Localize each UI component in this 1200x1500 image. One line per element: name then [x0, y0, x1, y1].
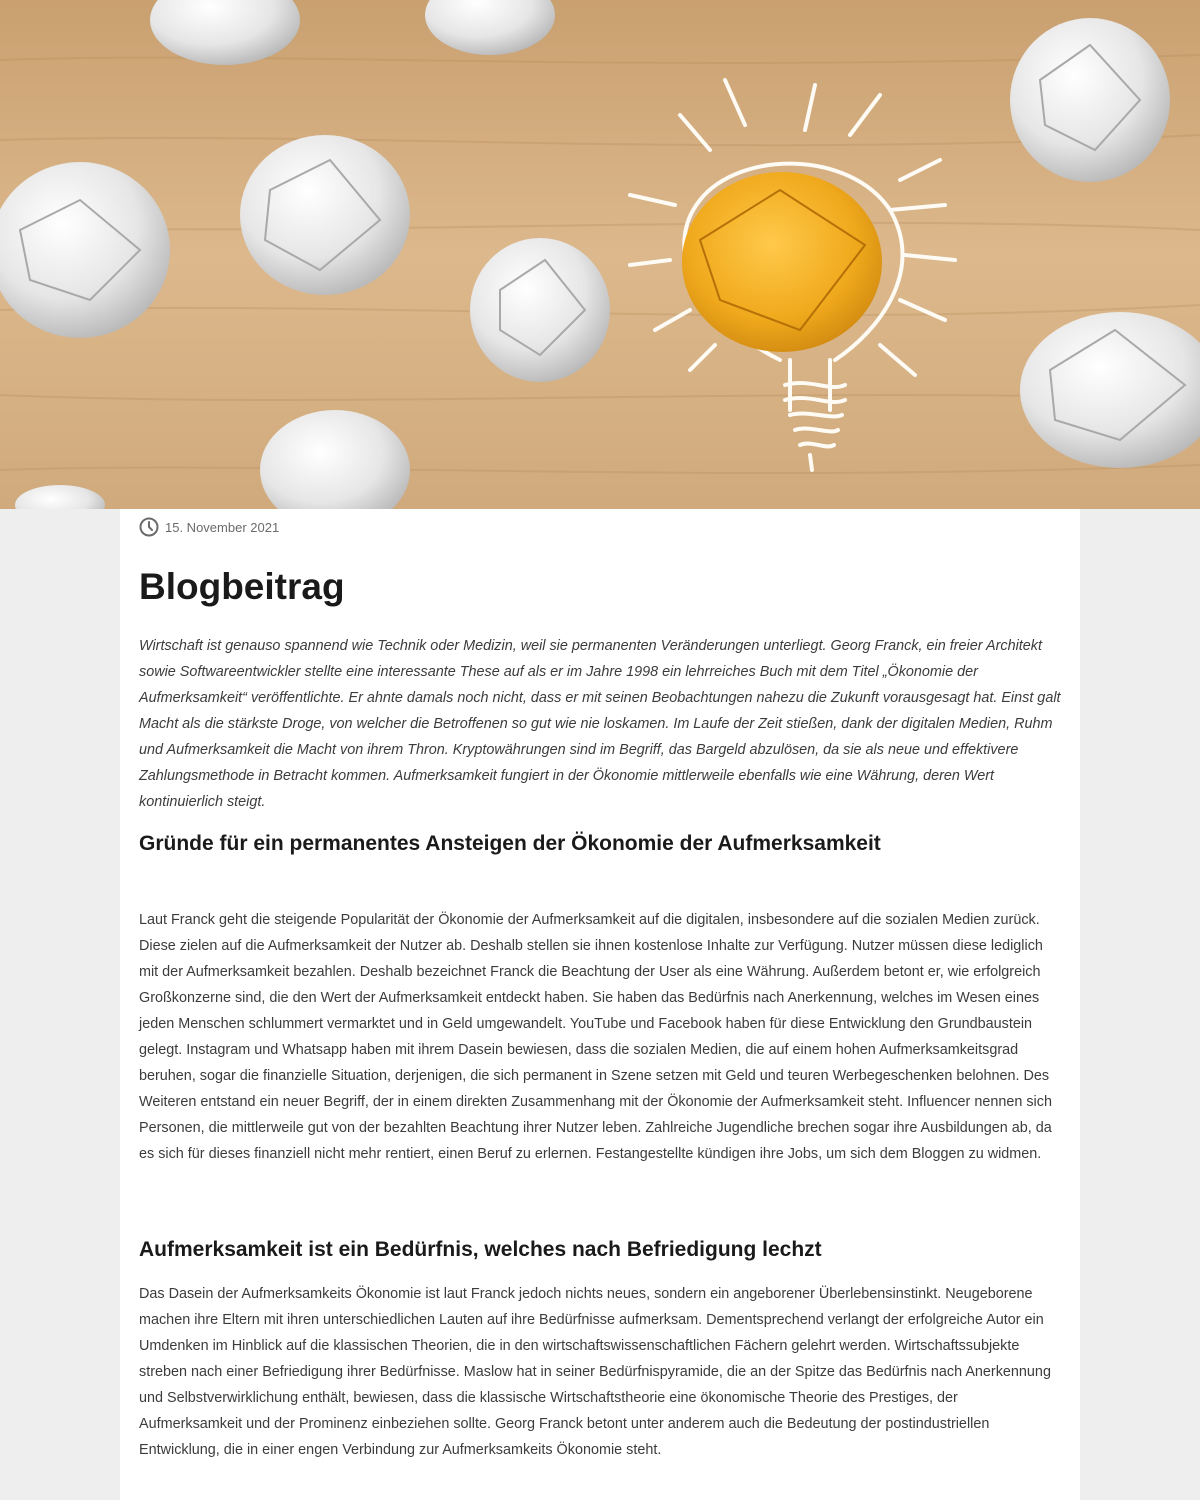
article-card — [120, 509, 1080, 1500]
paper-ball-2 — [240, 135, 410, 295]
paper-ball-3 — [470, 238, 610, 382]
page-title: Blogbeitrag — [139, 566, 345, 607]
paper-ball-6 — [1010, 18, 1170, 182]
section-heading-1: Gründe für ein permanentes Ansteigen der Ökonomie der Aufmerksamkeit — [139, 832, 881, 855]
section-heading-2: Aufmerksamkeit ist ein Bedürfnis, welches nach Befriedigung lechzt — [139, 1238, 822, 1261]
lead-paragraph: Wirtschaft ist genauso spannend wie Technik oder Medizin, weil sie permanenten Veränderungen unterliegt. Georg Franck, ein freier Architekt sowie Softwareentwickler stellte eine interessante These auf als er im Jahre 1998 ein lehrreiches Buch mit dem Titel „Ökonomie der Aufmerksamkeit“ veröffentlichte. Er ahnte damals noch nicht, dass er mit seinen Beobachtungen nahezu die Zukunft vorausgesagt hat. Einst galt Macht als die stärkste Droge, von welcher die Betroffenen so gut wie nie loskamen. Im Laufe der Zeit stießen, dank der digitalen Medien, Ruhm und Aufmerksamkeit die Macht von ihrem Thron. Kryptowährungen sind im Begriff, das Bargeld abzulösen, da sie als neue und effektivere Zahlungsmethode in Betracht kommen. Aufmerksamkeit fungiert in der Ökonomie mittlerweile ebenfalls wie eine Währung, deren Wert kontinuierlich steigt. — [139, 638, 1061, 810]
section-paragraph-1: Laut Franck geht die steigende Popularität der Ökonomie der Aufmerksamkeit auf die digitalen, insbesondere auf die sozialen Medien zurück. Diese zielen auf die Aufmerksamkeit der Nutzer ab. Deshalb stellen sie ihnen kostenlose Inhalte zur Verfügung. Nutzer müssen diese lediglich mit der Aufmerksamkeit bezahlen. Deshalb bezeichnet Franck die Beachtung der User als eine Währung. Außerdem betont er, wie erfolgreich Großkonzerne sind, die den Wert der Aufmerksamkeit entdeckt haben. Sie haben das Bedürfnis nach Anerkennung, welches im Wesen eines jeden Menschen schlummert vermarktet und in Geld umgewandelt. YouTube und Facebook haben für diese Entwicklung den Grundbaustein gelegt. Instagram und Whatsapp haben mit ihrem Dasein bewiesen, dass die sozialen Medien, die auf einem hohen Aufmerksamkeitsgrad beruhen, sogar die finanzielle Situation, derjenigen, die sich permanent in Szene setzen mit Geld und teuren Werbegeschenken belohnen. Des Weiteren entstand ein neuer Begriff, der in einem direkten Zusammenhang mit der Ökonomie der Aufmerksamkeit steht. Influencer nennen sich Personen, die mittlerweile gut von der bezahlten Beachtung ihrer Nutzer leben. Zahlreiche Jugendliche brechen sogar ihre Ausbildungen ab, da es sich für dieses finanziell nicht mehr rentiert, einen Beruf zu erlernen. Festangestellte kündigen ihre Jobs, um sich dem Bloggen zu widmen. — [139, 912, 1052, 1162]
hero-image — [0, 0, 1200, 509]
post-meta — [139, 517, 279, 537]
hero-illustration — [0, 0, 1200, 509]
yellow-paper-ball — [682, 172, 882, 352]
clock-icon — [139, 517, 159, 537]
post-date: 15. November 2021 — [165, 519, 280, 535]
section-paragraph-2: Das Dasein der Aufmerksamkeits Ökonomie ist laut Franck jedoch nichts neues, sondern ein angeborener Überlebensinstinkt. Neugeborene machen ihre Eltern mit ihren unterschiedlichen Lauten auf ihre Bedürfnisse aufmerksam. Dementsprechend verlangt der erfolgreiche Autor ein Umdenken im Hinblick auf die klassischen Theorien, die in den wirtschaftswissenschaftlichen Fächern gelehrt werden. Wirtschaftssubjekte streben nach einer Befriedigung ihrer Bedürfnisse. Maslow hat in seiner Bedürfnispyramide, die an der Spitze das Bedürfnis nach Anerkennung und Selbstverwirklichung enthält, bewiesen, dass die klassische Wirtschaftstheorie eine ökonomische Theorie des Prestiges, der Aufmerksamkeit und der Prominenz einbeziehen sollte. Georg Franck betont unter anderem auch die Bedeutung der postindustriellen Entwicklung, die in einer engen Verbindung zur Aufmerksamkeits Ökonomie steht. — [139, 1286, 1051, 1458]
